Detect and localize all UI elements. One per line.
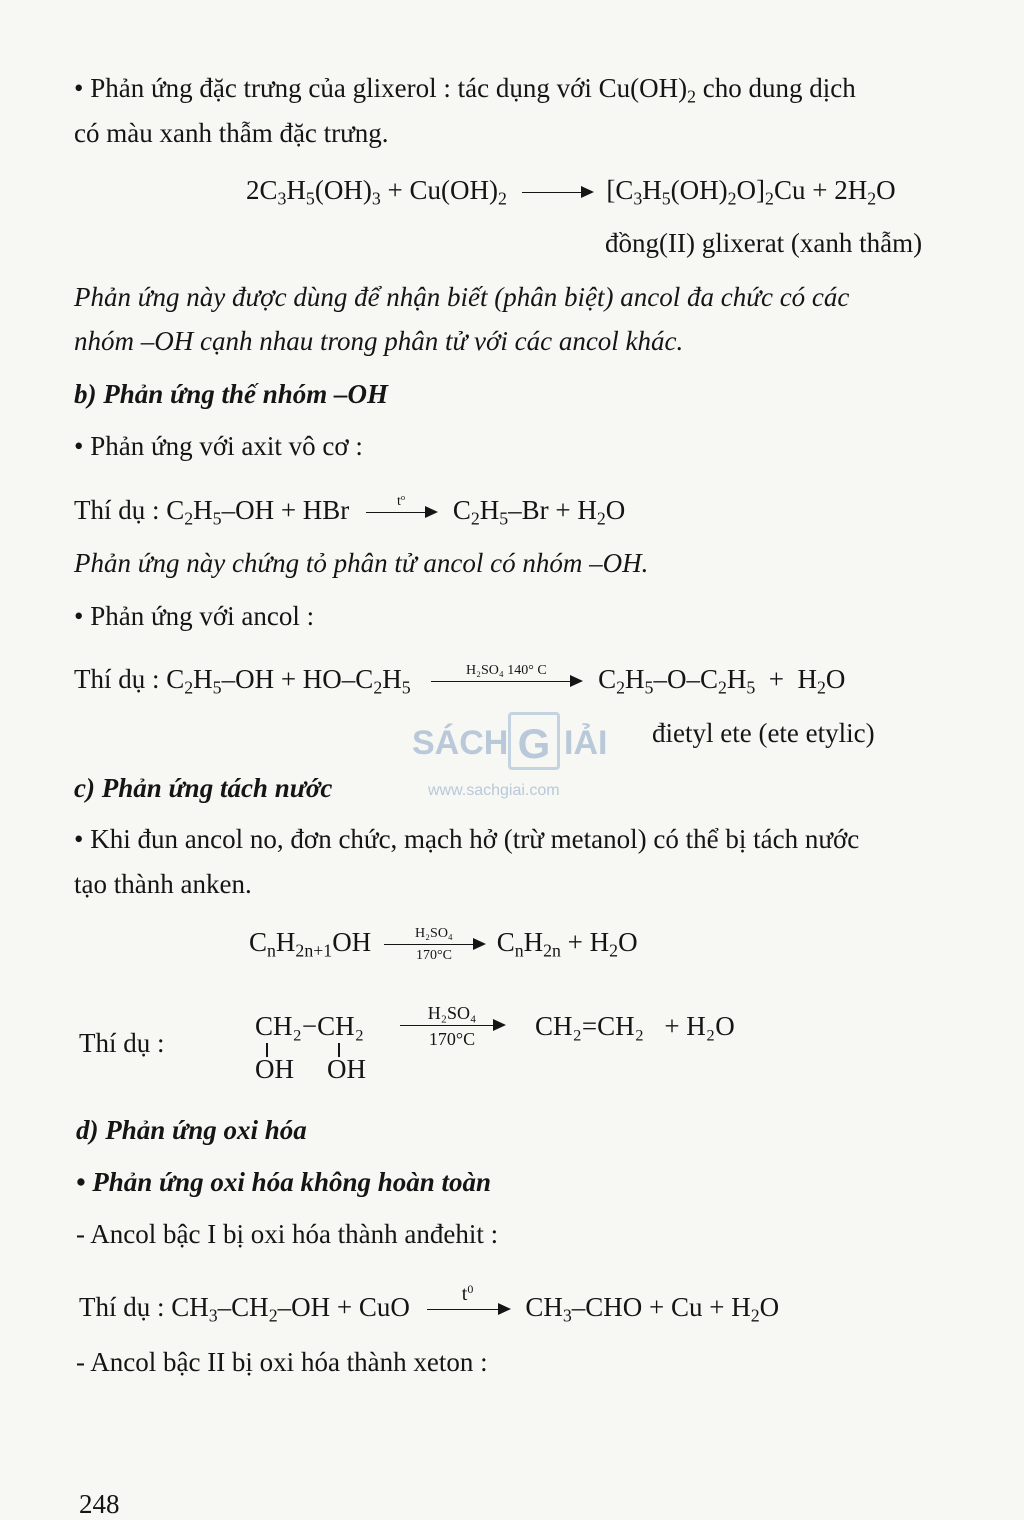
ether-equation: Thí dụ : $C_2H_5-OH + HO-C_2H_5$ H₂SO₄ 140° C $C_2H_5-O-C_2H_5 + H_2O$: [74, 663, 846, 698]
glycerol-color-line: có màu xanh thẫm đặc trưng.: [74, 118, 389, 148]
text: Phản ứng với ancol :: [90, 601, 315, 631]
heading-c: c) Phản ứng tách nước: [74, 773, 333, 803]
watermark-brand-right: IẢI: [564, 724, 608, 762]
condition: H₂SO₄ 140° C: [466, 663, 547, 679]
bullet-alcohol: • Phản ứng với ancol :: [74, 601, 315, 631]
note-line-2: nhóm –OH cạnh nhau trong phân tử với các ancol khác.: [74, 326, 684, 356]
reaction-arrow: [522, 192, 592, 193]
page-number: 248: [79, 1489, 120, 1519]
condition-sup: o: [400, 493, 406, 503]
example-label: Thí dụ :: [74, 664, 167, 694]
sachgiai-watermark: [410, 710, 615, 805]
condition-sup: 0: [467, 1282, 474, 1297]
bullet-incomplete-oxidation: • Phản ứng oxi hóa không hoàn toàn: [76, 1167, 492, 1197]
watermark-brand-left: SÁCH: [412, 724, 509, 762]
general-elimination-equation: $C_nH_{2n+1}OH$ $\frac{\text{H₂SO₄}}{170^\circ C}$ $C_nH_{2n} + H_2O$: [249, 926, 638, 964]
example-label: Thí dụ :: [74, 495, 167, 525]
glycerol-equation: $2C_3H_5(OH)_3 + Cu(OH)_2$ $[C_3H_5(OH)_2O]_2Cu + 2H_2O$: [246, 175, 896, 209]
glycerate-name: đồng(II) glixerat (xanh thẫm): [605, 228, 923, 258]
bullet-acid: • Phản ứng với axit vô cơ :: [74, 431, 363, 461]
elimination-line-1: • Khi đun ancol no, đơn chức, mạch hở (trừ metanol) có thể bị tách nước: [74, 824, 860, 854]
example-label-elim: Thí dụ :: [79, 1028, 165, 1058]
text: Khi đun ancol no, đơn chức, mạch hở (trừ metanol) có thể bị tách nước: [90, 824, 860, 854]
oh-left: OH: [255, 1054, 294, 1084]
heading-b: b) Phản ứng thế nhóm –OH: [74, 379, 388, 409]
heading-d: d) Phản ứng oxi hóa: [76, 1115, 307, 1145]
reaction-arrow: [366, 493, 436, 513]
plus-water: + H₂O: [664, 1011, 735, 1041]
condition-catalyst: H₂SO₄: [427, 1003, 477, 1023]
elimination-line-2: tạo thành anken.: [74, 869, 252, 899]
oh-right: OH: [327, 1054, 366, 1084]
text: Phản ứng với axit vô cơ :: [90, 431, 363, 461]
ethene-formula: [535, 1010, 735, 1042]
oxidation-equation: Thí dụ : $CH_3-CH_2-OH$ + CuO $t^0$ $CH_3$–CHO + $Cu + H_2O$: [79, 1282, 780, 1326]
watermark-url: www.sachgiai.com: [428, 782, 560, 799]
ethene: CH₂=CH₂: [535, 1011, 645, 1041]
glycerol-reaction-line: • Phản ứng đặc trưng của glixerol : tác dụng với $Cu(OH)_2$ cho dung dịch: [74, 73, 856, 107]
reaction-arrow: [384, 926, 484, 964]
reaction-arrow: [427, 1282, 509, 1310]
text: Phản ứng oxi hóa không hoàn toàn: [92, 1167, 492, 1197]
reaction-arrow: [431, 663, 581, 682]
text: cho dung dịch: [696, 73, 856, 103]
secondary-alcohol-line: - Ancol bậc II bị oxi hóa thành xeton :: [76, 1347, 488, 1377]
note-line-1: Phản ứng này được dùng để nhận biết (phân biệt) ancol đa chức có các: [74, 282, 850, 312]
condition-catalyst: H₂SO₄: [415, 926, 453, 942]
watermark-logo-g: G: [508, 712, 560, 770]
condition-temperature: 170°C: [415, 948, 452, 964]
condition-temperature: 170°C: [428, 1029, 476, 1049]
primary-alcohol-line: - Ancol bậc I bị oxi hóa thành anđehit :: [76, 1219, 499, 1249]
text: Phản ứng đặc trưng của glixerol : tác dụng với Cu(OH): [90, 73, 688, 103]
example-label: Thí dụ :: [79, 1292, 172, 1322]
ether-name: đietyl ete (ete etylic): [652, 718, 875, 748]
reaction-arrow: [400, 1003, 504, 1049]
hbr-equation: Thí dụ : $C_2H_5-OH$ + HBr $t^o$ $C_2H_5-Br + H_2O$: [74, 493, 626, 529]
ethylene-glycol-formula: CH₂−CH₂: [255, 1011, 365, 1041]
condition: t: [461, 1283, 468, 1306]
condition: t: [397, 494, 401, 510]
note-line-3: Phản ứng này chứng tỏ phân tử ancol có nhóm –OH.: [74, 548, 649, 578]
